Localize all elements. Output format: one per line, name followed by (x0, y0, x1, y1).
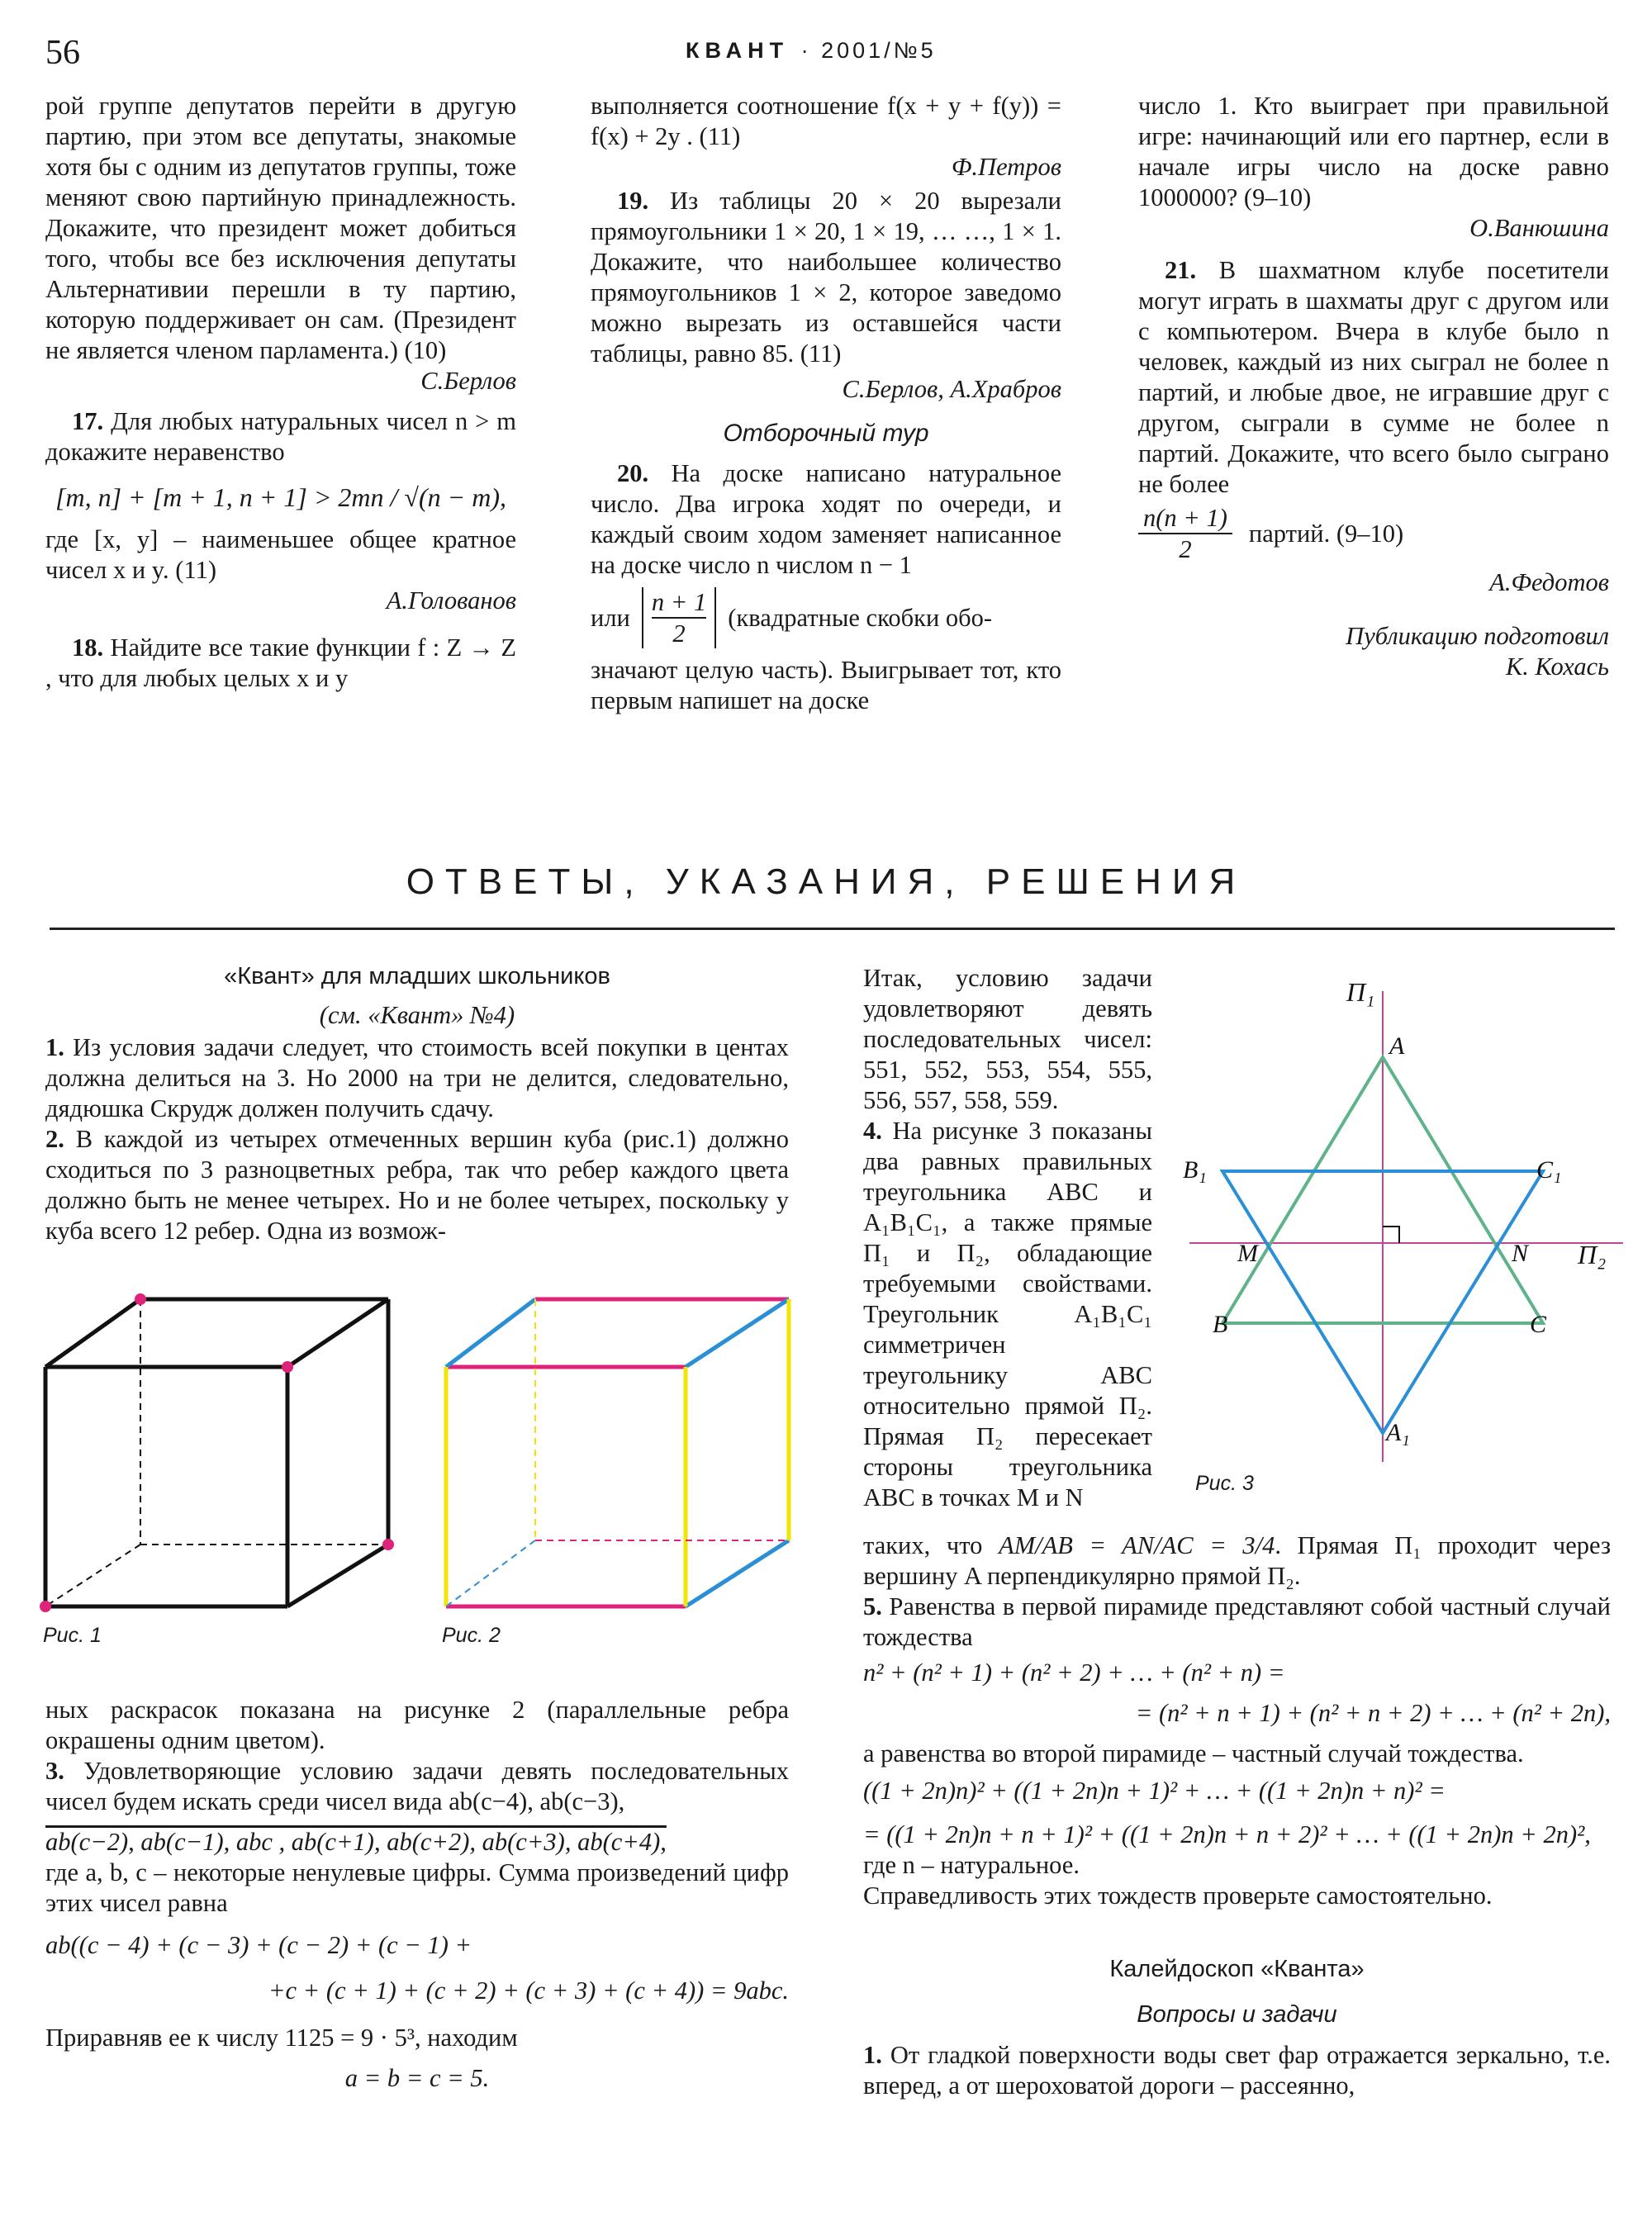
result: a = b = c = 5. (344, 2064, 490, 2092)
paragraph: где a, b, c – некоторые ненулевые цифры. Сумма произведений цифр этих чисел равна (45, 1858, 789, 1917)
label-a1: A₁ (1386, 1419, 1410, 1446)
label-pi2: Π₂ (1578, 1240, 1607, 1269)
author-signature: А.Федотов (1489, 568, 1609, 596)
answers-right-bottom (863, 1530, 1611, 2101)
figure-3-caption: Рис. 3 (1195, 1472, 1254, 1495)
author-signature: Ф.Петров (951, 153, 1061, 181)
author-signature: С.Берлов (420, 367, 516, 395)
answer-number: 1. (863, 2041, 882, 2069)
fraction-denominator: 2 (1179, 535, 1192, 563)
answer-text: Равенства в первой пирамиде представляют собой частный случай тождества (863, 1592, 1612, 1651)
problem-17 (45, 406, 516, 467)
problem-text: Из таблицы 20 × 20 вырезали прямоугольники 1 × 20, 1 × 19, … …, 1 × 1. Докажите, что наибольшее количество прямоугольников 1 × 2, которое заведомо можно вырезать из оставшейся части таблицы, равно 85. (11) (591, 187, 1062, 368)
label-b1: B₁ (1183, 1156, 1207, 1184)
label-a: A (1389, 1032, 1405, 1060)
label-n: N (1512, 1240, 1529, 1267)
answer-4 (863, 1116, 1152, 1513)
ratio-line (863, 1530, 1611, 1592)
formula-line-1: ab((c − 4) + (c − 3) + (c − 2) + (c − 1) + (45, 1931, 472, 1959)
problem-text: Для любых натуральных чисел n > m докажите неравенство (45, 407, 516, 466)
answer-number: 4. (863, 1117, 882, 1145)
marked-vertex (40, 1601, 51, 1612)
marked-vertex (135, 1293, 146, 1305)
problem-text: На доске написано натуральное число. Два игрока ходят по очереди, и каждый своим ходом заменяет написанное на доске число n числом n − 1 (591, 459, 1061, 579)
figure-2-caption: Рис. 2 (442, 1624, 501, 1647)
journal-name: КВАНТ (686, 38, 790, 63)
marked-vertices (40, 1293, 394, 1612)
paragraph: выполняется соотношение f(x + y + f(y)) = f(x) + 2y . (11) (591, 92, 1061, 150)
problem-text: В шахматном клубе посетители могут играть в шахматы друг с другом или с компьютером. Вчера в клубе было n человек, каждый из них сыграл не более n партий, и любые двое, не игравшие друг с другом, сыграли в сумме не более n партий. Докажите, что всего было сыграно не более (1138, 256, 1609, 498)
author-signature: А.Голованов (386, 586, 516, 615)
problem-18 (45, 633, 516, 694)
text: . Прямая Π₁ проходит через вершину A перпендикулярно прямой Π₂. (863, 1531, 1611, 1590)
answer-2 (45, 1124, 789, 1246)
text: или (591, 603, 630, 632)
answers-left-top (45, 961, 789, 1246)
problem-20 (591, 458, 1061, 581)
figure-3-triangles (1173, 966, 1635, 1478)
problem-19 (591, 186, 1061, 369)
label-c: C (1530, 1311, 1547, 1338)
formula: [m, n] + [m + 1, n + 1] > 2mn / √(n − m), (55, 482, 506, 512)
fraction-expression (1138, 503, 1609, 564)
kaleidoscope-subheading: Вопросы и задачи (1137, 2001, 1337, 2028)
problem-21 (1138, 255, 1609, 500)
label-m: M (1237, 1240, 1258, 1267)
paragraph: Справедливость этих тождеств проверьте самостоятельно. (863, 1881, 1493, 1910)
formula-line-2: +c + (c + 1) + (c + 2) + (c + 3) + (c + 4)) = 9abc. (268, 1976, 789, 2005)
author-signature: С.Берлов, А.Храбров (842, 375, 1061, 403)
round-heading: Отборочный тур (723, 420, 929, 447)
label-b: B (1213, 1311, 1228, 1338)
floor-bracket (642, 587, 716, 648)
answers-left-bottom (45, 1695, 789, 2094)
answer-text: На рисунке 3 показаны два равных правильных треугольника ABC и A₁B₁C₁, а также прямые Π₁ и Π₂, обладающие требуемыми свойствами. Треугольник A₁B₁C₁ симметричен треугольнику ABC относительно прямой Π₂. Прямая Π₂ пересекает стороны треугольника ABC в точках M и N (863, 1117, 1152, 1511)
paragraph: где n – натуральное. (863, 1851, 1080, 1879)
number-list: ab(c−2), ab(c−1), abc , ab(c+1), ab(c+2), ab(c+3), ab(c+4), (45, 1828, 667, 1856)
section-title: ОТВЕТЫ, УКАЗАНИЯ, РЕШЕНИЯ (406, 861, 1246, 902)
problem-number: 20. (617, 459, 649, 487)
floor-expression (591, 587, 1061, 648)
running-header (686, 38, 937, 64)
figure-1-cube (25, 1284, 405, 1631)
answer-text: В каждой из четырех отмеченных вершин куба (рис.1) должно сходиться по 3 разноцветных ребра, так что ребер каждого цвета должно быть не менее четырех. Но и не более четырех, поскольку у куба всего 12 ребер. Одна из возмож- (45, 1125, 789, 1245)
answer-number: 1. (45, 1033, 64, 1061)
right-angle-mark (1383, 1227, 1399, 1243)
paragraph: ных раскрасок показана на рисунке 2 (параллельные ребра окрашены одним цветом). (45, 1696, 789, 1754)
fraction-numerator: n(n + 1) (1138, 503, 1232, 534)
top-column-3 (1138, 91, 1609, 682)
kaleidoscope-answer-1 (863, 2040, 1611, 2101)
figure-2-cube (430, 1284, 809, 1631)
paragraph: Итак, условию задачи удовлетворяют девять последовательных чисел: 551, 552, 553, 554, 555, 556, 557, 558, 559. (863, 964, 1152, 1114)
answer-number: 3. (45, 1757, 64, 1785)
answer-text: От гладкой поверхности воды свет фар отражается зеркально, т.е. вперед, а от шероховатой дороги – рассеянно, (863, 2041, 1612, 2100)
answer-text: Из условия задачи следует, что стоимость всей покупки в центах должна делиться на 3. Но 2000 на три не делится, следовательно, дядюшка Скрудж должен получить сдачу. (45, 1033, 790, 1122)
answer-number: 2. (45, 1125, 64, 1153)
marked-vertex (382, 1539, 394, 1550)
answers-right-top (863, 963, 1152, 1513)
problem-number: 19. (617, 187, 649, 215)
fraction-numerator: n + 1 (652, 587, 706, 619)
label-c1: C₁ (1536, 1156, 1562, 1184)
paragraph: где [x, y] – наименьшее общее кратное чисел x и y. (11) (45, 525, 516, 584)
fraction-denominator: 2 (672, 619, 686, 648)
answer-text: Удовлетворяющие условию задачи девять последовательных чисел будем искать среди чисел вида ab(c−4), ab(c−3), (45, 1757, 790, 1815)
ratio-formula: AM/AB = AN/AC = 3/4 (999, 1531, 1275, 1559)
paragraph: а равенства во второй пирамиде – частный случай тождества. (863, 1739, 1524, 1768)
problem-number: 17. (72, 407, 104, 435)
credit-line: Публикацию подготовил (1346, 622, 1609, 650)
fraction (1138, 503, 1232, 564)
answers-heading: «Квант» для младших школьников (224, 963, 610, 989)
text: (квадратные скобки обо- (728, 603, 993, 632)
issue-number: · 2001/№5 (800, 38, 937, 63)
page-number: 56 (45, 34, 80, 72)
paragraph: Приравняв ее к числу 1125 = 9 · 5³, находим (45, 2024, 518, 2052)
answer-number: 5. (863, 1592, 882, 1620)
answer-5 (863, 1592, 1611, 1653)
answers-subheading: (см. «Квант» №4) (319, 1001, 515, 1029)
top-column-2 (591, 91, 1061, 716)
identity-1-line-1: n² + (n² + 1) + (n² + 2) + … + (n² + n) = (863, 1658, 1285, 1687)
credit-name: К. Кохась (1505, 652, 1609, 681)
paragraph: число 1. Кто выиграет при правильной игре: начинающий или его партнер, если в начале игры число на доске равно 1000000? (9–10) (1138, 92, 1609, 211)
problem-number: 21. (1165, 256, 1197, 284)
answer-3 (45, 1756, 789, 1817)
identity-2-line-2: = ((1 + 2n)n + n + 1)² + ((1 + 2n)n + n + 2)² + … + ((1 + 2n)n + 2n)², (863, 1820, 1591, 1848)
label-pi1: Π₁ (1346, 977, 1375, 1007)
figure-1-caption: Рис. 1 (43, 1624, 102, 1647)
author-signature: О.Ванюшина (1469, 214, 1609, 242)
kaleidoscope-heading: Калейдоскоп «Кванта» (1109, 1956, 1365, 1982)
identity-1-line-2: = (n² + n + 1) + (n² + n + 2) + … + (n² + 2n), (1135, 1699, 1611, 1727)
paragraph: значают целую часть). Выигрывает тот, кто первым напишет на доске (591, 656, 1061, 714)
marked-vertex (282, 1361, 293, 1373)
identity-2-line-1: ((1 + 2n)n)² + ((1 + 2n)n + 1)² + … + ((1 + 2n)n + n)² = (863, 1777, 1446, 1805)
answer-1 (45, 1032, 789, 1124)
problem-text: Найдите все такие функции f : Z → Z , что для любых целых x и y (45, 633, 516, 692)
text: таких, что (863, 1531, 983, 1559)
text: партий. (9–10) (1248, 519, 1404, 548)
problem-number: 18. (72, 633, 104, 662)
section-rule (50, 928, 1615, 930)
top-column-1 (45, 91, 516, 694)
paragraph: рой группе депутатов перейти в другую партию, при этом все депутаты, знакомые хотя бы с одним из депутатов группы, тоже меняют свою партийную принадлежность. Докажите, что президент может добиться того, чтобы все без исключения депутаты Альтернативии перешли в ту партию, которую поддерживает он сам. (Президент не является членом парламента.) (10) (45, 92, 516, 364)
